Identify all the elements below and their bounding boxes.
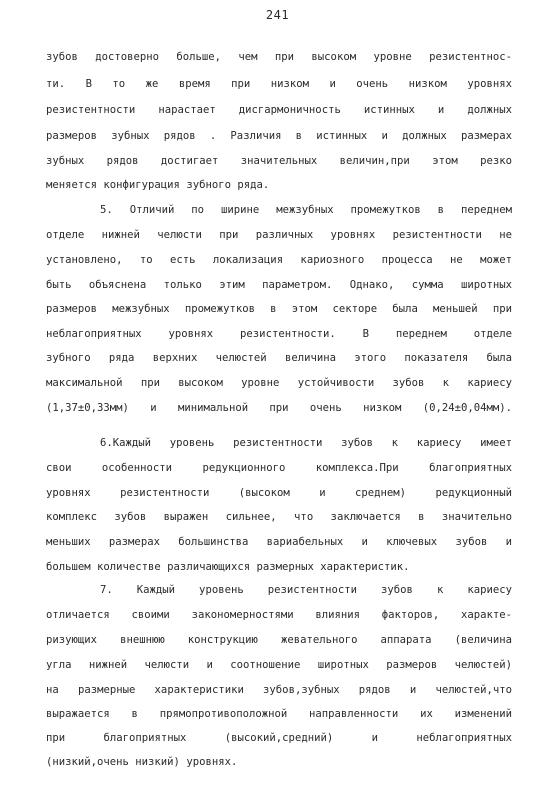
text-line-1: зубов достоверно больше, чем при высоком уровне резистентнос- <box>46 51 512 63</box>
text-line-27: выражается в прямопротивоположной направленности их изменений <box>46 708 512 720</box>
text-line-5: зубных рядов достигает значительных величин,при этом резко <box>46 155 512 167</box>
text-line-19: комплекс зубов выражен сильнее, что заключается в значительно <box>46 511 512 523</box>
text-line-13: зубного ряда верхних челюстей величина этого показателя была <box>46 352 512 364</box>
text-line-11: размеров межзубных промежутков в этом секторе была меньшей при <box>46 303 512 315</box>
text-line-16: 6.Каждый уровень резистентности зубов к кариесу имеет <box>100 437 512 449</box>
text-line-18: уровнях резистентности (высоком и среднем) редукционный <box>46 487 512 499</box>
text-line-28: при благоприятных (высокий,средний) и неблагоприятных <box>46 732 512 744</box>
text-line-12: неблагоприятных уровнях резистентности. В переднем отделе <box>46 328 512 340</box>
text-line-25: угла нижней челюсти и соотношение широтных размеров челюстей) <box>46 659 512 671</box>
text-line-17: свои особенности редукционного комплекса.При благоприятных <box>46 462 512 474</box>
text-line-7: 5. Отличий по ширине межзубных промежутков в переднем <box>100 204 512 216</box>
text-line-4: размеров зубных рядов . Различия в истинных и должных размерах <box>46 130 512 142</box>
text-line-15: (1,37±0,33мм) и минимальной при очень низком (0,24±0,04мм). <box>46 402 512 414</box>
text-line-26: на размерные характеристики зубов,зубных рядов и челюстей,что <box>46 684 512 696</box>
text-line-9: установлено, то есть локализация кариозного процесса не может <box>46 254 512 266</box>
text-line-2: ти. В то же время при низком и очень низком уровнях <box>46 78 512 90</box>
text-line-21: большем количестве различающихся размерных характеристик. <box>46 561 410 573</box>
text-line-10: быть объяснена только этим параметром. Однако, сумма широтных <box>46 279 512 291</box>
text-line-29: (низкий,очень низкий) уровнях. <box>46 756 238 768</box>
page-number: 241 <box>265 8 290 22</box>
text-line-14: максимальной при высоком уровне устойчивости зубов к кариесу <box>46 377 512 389</box>
text-line-3: резистентности нарастает дисгармоничность истинных и должных <box>46 104 512 116</box>
text-line-8: отделе нижней челюсти при различных уровнях резистентности не <box>46 229 512 241</box>
text-line-20: меньших размерах большинства вариабельных и ключевых зубов и <box>46 536 512 548</box>
text-line-22: 7. Каждый уровень резистентности зубов к кариесу <box>100 584 512 596</box>
text-line-24: ризующих внешнюю конструкцию жевательного аппарата (величина <box>46 634 512 646</box>
text-line-6: меняется конфигурация зубного ряда. <box>46 179 270 191</box>
text-line-23: отличается своими закономерностями влияния факторов, характе- <box>46 609 512 621</box>
